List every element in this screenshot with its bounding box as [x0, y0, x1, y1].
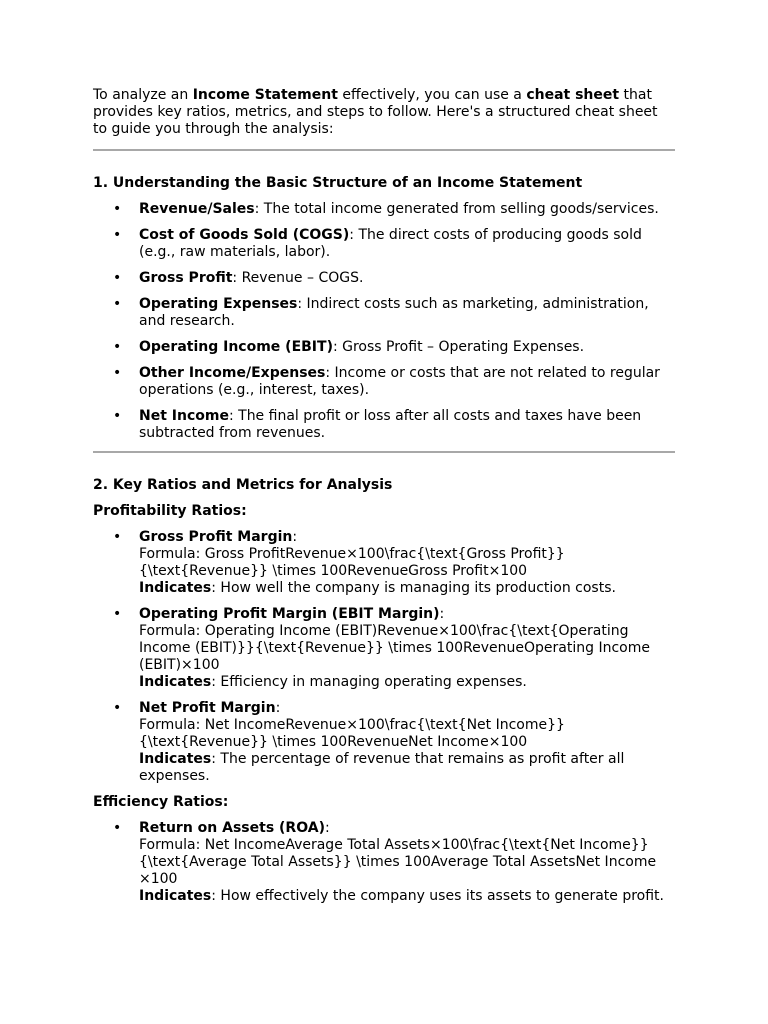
bullet-icon: •	[113, 529, 122, 545]
bullet-icon: •	[113, 700, 122, 716]
bullet-icon: •	[113, 270, 122, 286]
list-item: • Operating Profit Margin (EBIT Margin): Formula: Operating Income (EBIT)Revenue×100\frac{\text{Operating Income (EBIT)}}{\text{Revenue}} \times 100RevenueOperating Income (EBIT)×100 Indicates: Efficiency in managing operating expenses.	[113, 606, 650, 690]
bullet-icon: •	[113, 296, 122, 312]
intro-bold: Income Statement	[192, 87, 338, 103]
bullet-icon: •	[113, 227, 122, 243]
list-item: • Gross Profit Margin: Formula: Gross ProfitRevenue×100\frac{\text{Gross Profit}}{\text{Revenue}} \times 100RevenueGross Profit×100 Indicates: How well the company is managing its production costs.	[113, 529, 616, 596]
formula-text: Formula: Net IncomeRevenue×100\frac{\text{Net Income}}{\text{Revenue}} \times 100RevenueNet Income×100	[139, 717, 565, 750]
intro-text: To analyze an	[93, 87, 193, 103]
list-item: • Other Income/Expenses: Income or costs that are not related to regular operations (e.g., interest, taxes).	[113, 365, 660, 398]
divider	[93, 149, 675, 151]
intro-bold: cheat sheet	[526, 87, 620, 103]
list-item: • Net Profit Margin: Formula: Net IncomeRevenue×100\frac{\text{Net Income}}{\text{Revenue}} \times 100RevenueNet Income×100 Indicates: The percentage of revenue that remains as profit after all expenses.	[113, 700, 625, 784]
list-item: • Return on Assets (ROA): Formula: Net IncomeAverage Total Assets×100\frac{\text{Net Income}}{\text{Average Total Assets}} \times 100Average Total AssetsNet Income ×100 Indicates: How effectively the company uses its assets to generate profit.	[113, 820, 664, 904]
bullet-icon: •	[113, 201, 122, 217]
list-item: • Revenue/Sales: The total income generated from selling goods/services.	[113, 201, 659, 217]
formula-text: Formula: Gross ProfitRevenue×100\frac{\text{Gross Profit}}{\text{Revenue}} \times 100RevenueGross Profit×100	[139, 546, 565, 579]
subsection-heading: Efficiency Ratios:	[93, 794, 229, 810]
subsection-heading: Profitability Ratios:	[93, 503, 247, 519]
profitability-list	[93, 529, 675, 785]
bullet-icon: •	[113, 408, 122, 424]
formula-text: Formula: Operating Income (EBIT)Revenue×100\frac{\text{Operating Income (EBIT)}}{\text{Revenue}} \times 100RevenueOperating Income (EBIT)×100	[139, 623, 650, 673]
efficiency-list	[93, 820, 675, 905]
list-item: • Operating Income (EBIT): Gross Profit – Operating Expenses.	[113, 339, 585, 355]
section-heading: 1. Understanding the Basic Structure of an Income Statement	[93, 175, 583, 191]
divider	[93, 451, 675, 453]
intro-text: effectively, you can use a	[337, 87, 527, 103]
intro-text: that provides key ratios, metrics, and steps to follow. Here's a structured cheat sheet to guide you through the analysis:	[93, 87, 658, 137]
document-page	[93, 87, 675, 914]
bullet-icon: •	[113, 339, 122, 355]
list-item: • Operating Expenses: Indirect costs such as marketing, administration, and research.	[113, 296, 649, 329]
section-heading: 2. Key Ratios and Metrics for Analysis	[93, 477, 393, 493]
list-item: • Gross Profit: Revenue – COGS.	[113, 270, 364, 286]
list-item: • Net Income: The final profit or loss after all costs and taxes have been subtracted from revenues.	[113, 408, 642, 441]
structure-list	[93, 201, 675, 442]
list-item: • Cost of Goods Sold (COGS): The direct costs of producing goods sold (e.g., raw materials, labor).	[113, 227, 642, 260]
bullet-icon: •	[113, 820, 122, 836]
formula-text: Formula: Net IncomeAverage Total Assets×100\frac{\text{Net Income}}{\text{Average Total Assets}} \times 100Average Total AssetsNet Income ×100	[139, 837, 657, 887]
intro-paragraph	[93, 87, 675, 138]
bullet-icon: •	[113, 365, 122, 381]
bullet-icon: •	[113, 606, 122, 622]
